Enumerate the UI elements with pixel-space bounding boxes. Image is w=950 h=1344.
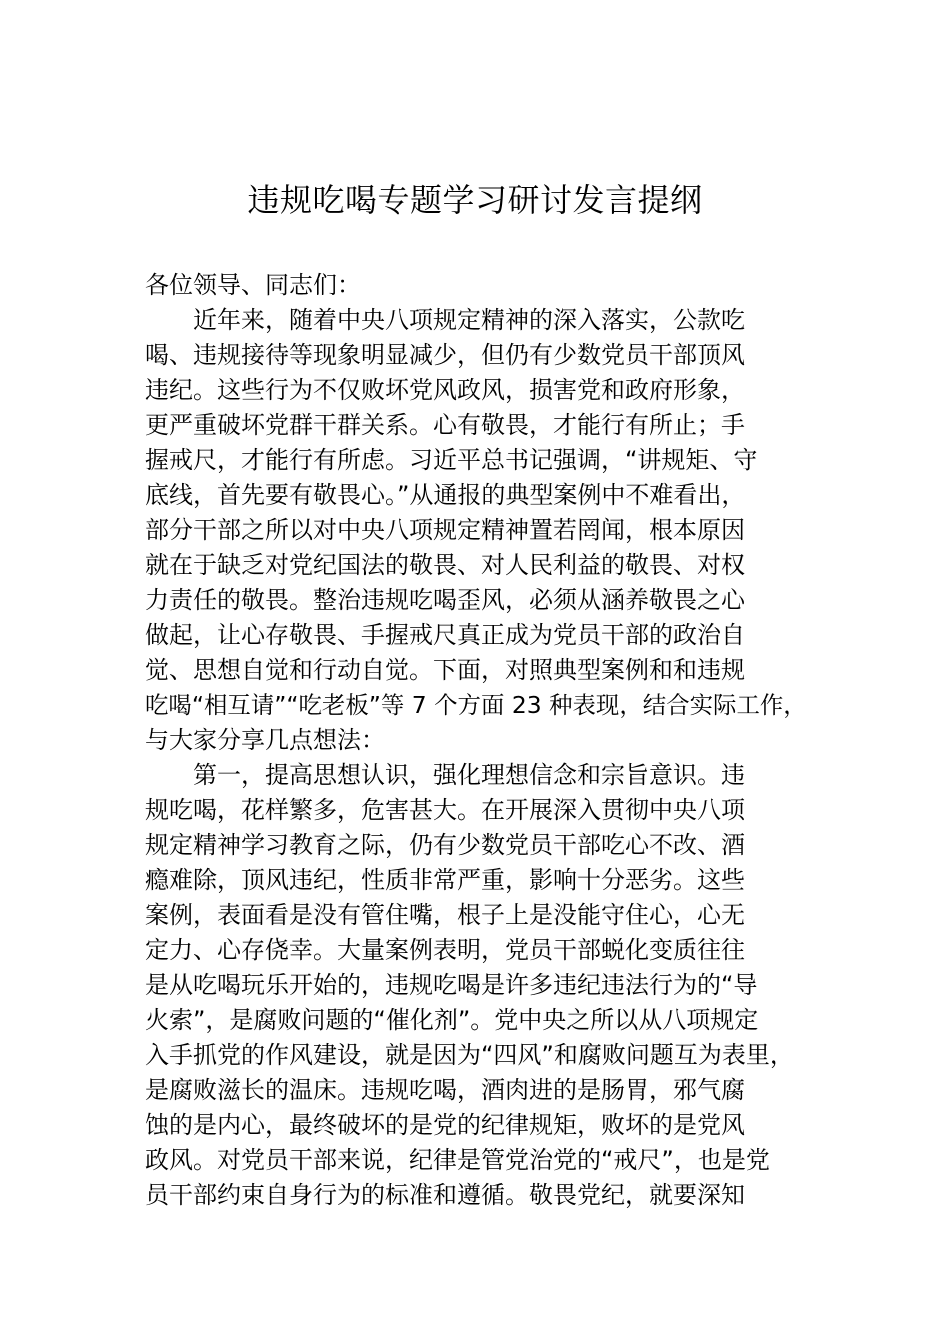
text-line: 力责任的敬畏。整治违规吃喝歪风，必须从涵养敬畏之心 (145, 586, 745, 614)
text-line: 部分干部之所以对中央八项规定精神置若罔闻，根本原因 (145, 516, 745, 544)
text-line: 入手抓党的作风建设，就是因为“四风”和腐败问题互为表里， (145, 1041, 794, 1069)
text-line: 案例，表面看是没有管住嘴，根子上是没能守住心，心无 (145, 901, 745, 929)
text-line: 各位领导、同志们： (145, 271, 361, 299)
text-line: 更严重破坏党群干群关系。心有敬畏，才能行有所止；手 (145, 411, 745, 439)
document-body (145, 268, 805, 1213)
text-line: 蚀的是内心，最终破坏的是党的纪律规矩，败坏的是党风 (145, 1111, 745, 1139)
text-line: 火索”，是腐败问题的“催化剂”。党中央之所以从八项规定 (145, 1006, 759, 1034)
text-line: 第一，提高思想认识，强化理想信念和宗旨意识。违 (193, 761, 745, 789)
text-line: 规吃喝，花样繁多，危害甚大。在开展深入贯彻中央八项 (145, 796, 745, 824)
text-line: 员干部约束自身行为的标准和遵循。敬畏党纪，就要深知 (145, 1181, 745, 1209)
text-line: 做起，让心存敬畏、手握戒尺真正成为党员干部的政治自 (145, 621, 745, 649)
text-line: 喝、违规接待等现象明显减少，但仍有少数党员干部顶风 (145, 341, 745, 369)
text-line: 就在于缺乏对党纪国法的敬畏、对人民利益的敬畏、对权 (145, 551, 745, 579)
text-line: 规定精神学习教育之际，仍有少数党员干部吃心不改、酒 (145, 831, 745, 859)
text-line: 瘾难除，顶风违纪，性质非常严重，影响十分恶劣。这些 (145, 866, 745, 894)
text-line: 与大家分享几点想法： (145, 726, 385, 754)
text-line: 近年来，随着中央八项规定精神的深入落实，公款吃 (193, 306, 745, 334)
text-line: 违纪。这些行为不仅败坏党风政风，损害党和政府形象， (145, 376, 745, 404)
text-line: 握戒尺，才能行有所虑。习近平总书记强调，“讲规矩、守 (145, 446, 758, 474)
text-line: 觉、思想自觉和行动自觉。下面，对照典型案例和和违规 (145, 656, 745, 684)
text-line: 底线，首先要有敬畏心。”从通报的典型案例中不难看出， (145, 481, 746, 509)
document-title: 违规吃喝专题学习研讨发言提纲 (247, 181, 703, 219)
text-line: 是从吃喝玩乐开始的，违规吃喝是许多违纪违法行为的“导 (145, 971, 758, 999)
text-line: 政风。对党员干部来说，纪律是管党治党的“戒尺”，也是党 (145, 1146, 770, 1174)
text-line: 是腐败滋长的温床。违规吃喝，酒肉进的是肠胃，邪气腐 (145, 1076, 745, 1104)
text-line: 吃喝“相互请”“吃老板”等 7 个方面 23 种表现，结合实际工作， (145, 691, 807, 719)
text-line: 定力、心存侥幸。大量案例表明，党员干部蜕化变质往往 (145, 936, 745, 964)
